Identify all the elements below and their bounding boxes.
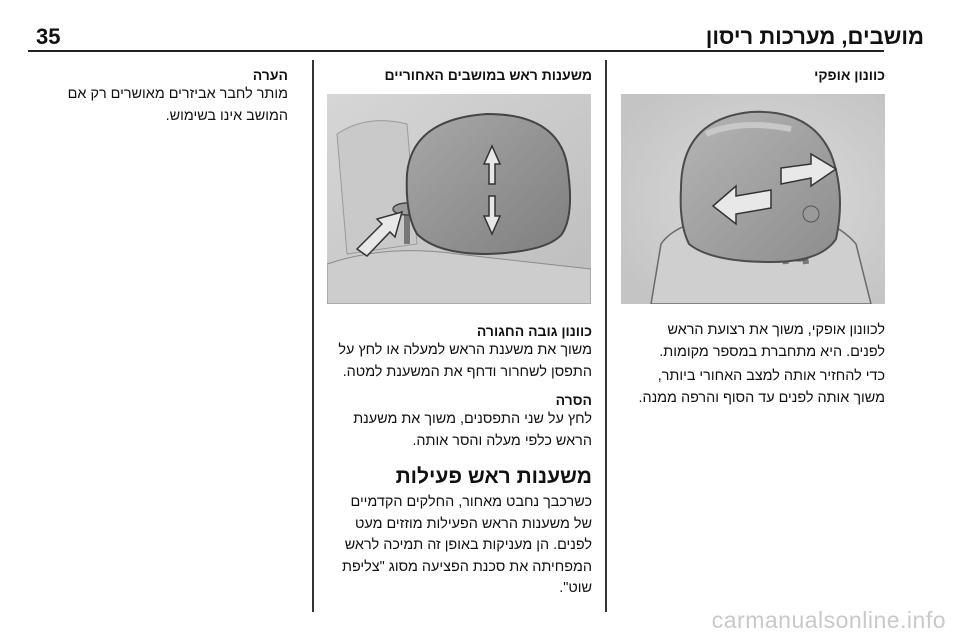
text-line: משוך אותה לפנים עד הסוף והרפה ממנה. — [638, 389, 885, 406]
text-line: הראש כלפי מעלה והסר אותה. — [412, 432, 592, 449]
subheading-height-adjust: כוונון גובה החגורה — [476, 323, 592, 339]
text-line: שוט". — [559, 580, 592, 596]
headrest-rear-illustration — [327, 94, 591, 304]
text-line: לפנים. היא מתחברת במספר מקומות. — [659, 343, 885, 360]
header-rule — [28, 50, 884, 52]
text-line: כשרכבך נחבט מאחור, החלקים הקדמיים — [350, 494, 592, 510]
text-line: כדי להחזיר אותה למצב האחורי ביותר, — [657, 368, 885, 384]
text-line: המפחיתה את סכנת הפציעה מסוג "צליפת — [342, 558, 592, 575]
text-line: לכוונון אופקי, משוך את רצועת הראש — [667, 322, 885, 338]
text-line: לפנים. הן מעניקות באופן זה תמיכה לראש — [344, 537, 592, 553]
text-line: מותר לחבר אביזרים מאושרים רק אם — [67, 86, 288, 102]
text-line: המושב אינו בשימוש. — [165, 107, 288, 124]
note-heading: הערה — [252, 67, 288, 83]
text-line: התפסן לשחרור ודחף את המשענת למטה. — [342, 363, 592, 380]
heading-rear-headrests: משענות ראש במושבים האחוריים — [384, 67, 592, 83]
section-title-active-headrests: משענות ראש פעילות — [395, 465, 592, 488]
rear-headrest-text — [302, 322, 592, 600]
watermark: carmanualsonline.info — [711, 607, 946, 633]
subheading-removal: הסרה — [555, 392, 592, 408]
text-line: משוך את משענת הראש למעלה או לחץ על — [338, 342, 592, 358]
text-line: לחץ על שני התפסנים, משוך את משענת — [353, 411, 592, 427]
heading-horizontal-adjust: כוונון אופקי — [814, 67, 885, 83]
horizontal-adjust-text — [615, 320, 885, 409]
chapter-title: מושבים, מערכות ריסון — [705, 24, 924, 49]
column-divider-right — [605, 60, 607, 612]
headrest-horizontal-illustration — [621, 94, 885, 304]
page-number: 35 — [36, 24, 61, 49]
text-line: של משענות הראש הפעילות מוזזים מעט — [354, 515, 592, 532]
page-header — [28, 22, 932, 48]
note-block — [38, 66, 288, 127]
